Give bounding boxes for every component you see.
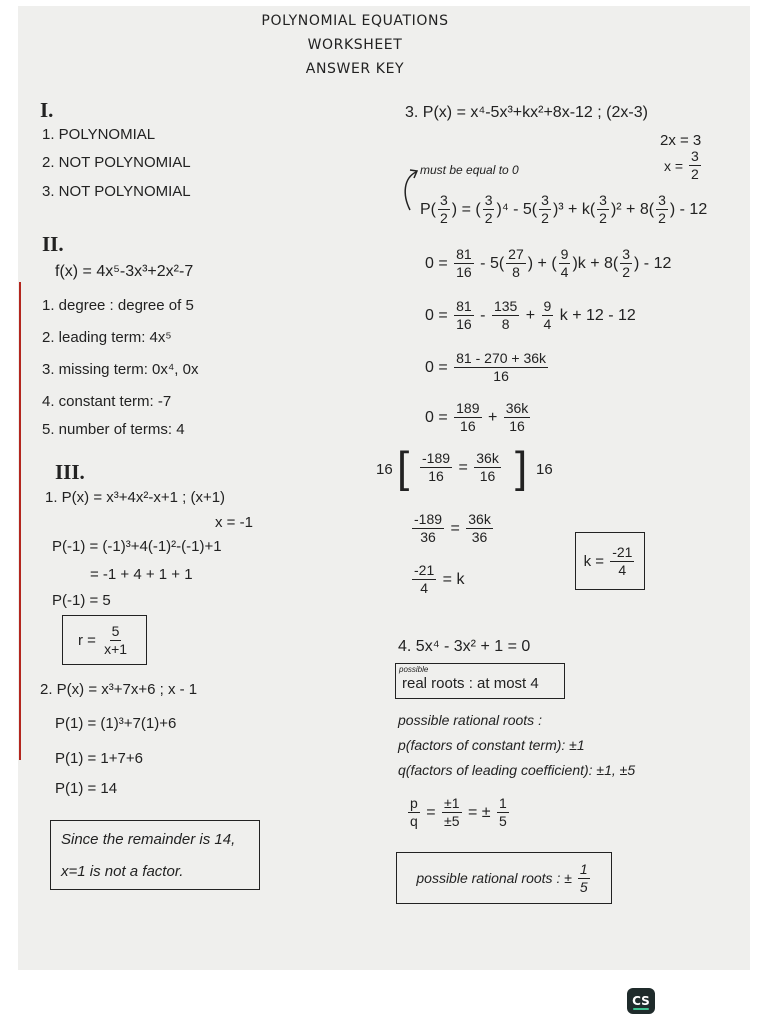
fraction-denominator: 16 <box>460 418 476 434</box>
q3-step <box>410 562 464 597</box>
expression-text: ) - 12 <box>634 254 672 272</box>
fraction <box>454 350 548 385</box>
fraction-denominator: 5 <box>579 878 588 895</box>
fraction <box>620 246 632 281</box>
expression-text: 0 = <box>425 408 453 426</box>
fraction-denominator: q <box>410 813 418 829</box>
fraction-denominator: 36 <box>420 529 436 545</box>
fraction-denominator: 4 <box>420 580 429 596</box>
fraction-denominator: 2 <box>599 210 607 226</box>
fraction-numerator: 81 - 270 + 36k <box>456 350 547 366</box>
q3-root <box>664 148 703 183</box>
fraction-numerator: 1 <box>579 860 588 877</box>
fraction <box>474 450 501 485</box>
expression-text: = <box>454 458 473 476</box>
q1-answer-box <box>62 615 147 665</box>
fraction-denominator: 8 <box>501 316 510 332</box>
fraction <box>483 192 495 227</box>
fraction-numerator: 36k <box>505 400 529 416</box>
fraction-numerator: 3 <box>658 192 666 208</box>
fraction-denominator: 2 <box>690 166 699 182</box>
q2-answer-line: Since the remainder is 14, <box>61 831 236 848</box>
part3-heading: III. <box>55 460 85 484</box>
expression-text: ) + ( <box>527 254 557 272</box>
fraction <box>689 148 701 183</box>
fraction-numerator: 3 <box>440 192 448 208</box>
q4-answer <box>416 861 591 896</box>
expression-text: k + 12 - 12 <box>555 306 636 324</box>
q4-given: 4. 5x⁴ - 3x² + 1 = 0 <box>398 638 531 655</box>
fraction-numerator: 1 <box>498 795 507 811</box>
q2-given: 2. P(x) = x³+7x+6 ; x - 1 <box>40 681 198 698</box>
fraction-numerator: 3 <box>541 192 549 208</box>
expression-text: - <box>475 306 490 324</box>
q4-q-line: q(factors of leading coefficient): ±1, ±5 <box>398 762 636 778</box>
fraction-numerator: 135 <box>493 298 518 314</box>
expression-text: + <box>521 306 540 324</box>
fraction-numerator: 3 <box>690 148 699 164</box>
q1-given: 1. P(x) = x³+4x²-x+1 ; (x+1) <box>45 489 226 506</box>
expression-text: )⁴ - 5( <box>496 200 538 218</box>
fraction-numerator: 3 <box>599 192 607 208</box>
fraction-denominator: 16 <box>456 316 472 332</box>
part2-item: 3. missing term: 0x⁴, 0x <box>42 361 199 378</box>
part2-item: 4. constant term: -7 <box>42 393 172 410</box>
expression-text: 0 = <box>425 306 453 324</box>
fraction <box>454 298 474 333</box>
fraction <box>438 192 450 227</box>
q4-real-roots-box <box>395 663 565 699</box>
q4-ratio <box>406 795 511 830</box>
fraction-numerator: 81 <box>456 298 472 314</box>
curved-arrow-icon <box>400 166 422 214</box>
fraction-numerator: -189 <box>422 450 451 466</box>
part2-item: 1. degree : degree of 5 <box>42 297 194 314</box>
expression-text: 0 = <box>425 358 453 376</box>
q1-step: P(-1) = (-1)³+4(-1)²-(-1)+1 <box>52 538 222 555</box>
fraction <box>610 544 634 579</box>
fraction <box>506 246 526 281</box>
part1-item: 2. NOT POLYNOMIAL <box>42 154 191 171</box>
fraction <box>442 795 461 830</box>
fraction-numerator: 36k <box>468 511 491 527</box>
q3-answer <box>584 544 637 579</box>
q1-root: x = -1 <box>215 514 253 531</box>
fraction <box>559 246 571 281</box>
expression-text: = <box>421 803 441 821</box>
q3-bracket-inner <box>418 450 503 485</box>
expression-text: )² + 8( <box>610 200 655 218</box>
fraction-numerator: -21 <box>612 543 633 560</box>
q3-step <box>425 298 636 333</box>
fraction-denominator: ±5 <box>444 813 460 829</box>
fraction <box>454 400 481 435</box>
q3-step <box>410 511 495 546</box>
q3-step <box>425 400 532 435</box>
part2-function: f(x) = 4x⁵-3x³+2x²-7 <box>55 263 194 280</box>
fraction-denominator: 4 <box>543 316 552 332</box>
fraction-numerator: -189 <box>414 511 443 527</box>
q4-real-roots: real roots : at most 4 <box>402 675 539 692</box>
expression-text: ) - 12 <box>669 200 708 218</box>
fraction <box>492 298 519 333</box>
q2-step: P(1) = (1)³+7(1)+6 <box>55 715 177 732</box>
answer-key-label: ANSWER KEY <box>305 61 405 77</box>
expression-text: )³ + k( <box>552 200 596 218</box>
fraction <box>408 795 420 830</box>
fraction-numerator: p <box>410 795 418 811</box>
camscanner-logo: CS <box>627 988 655 1014</box>
q4-real-roots-note: possible <box>399 665 429 674</box>
fraction <box>597 192 609 227</box>
fraction-denominator: 4 <box>560 264 569 280</box>
expression-text: 0 = <box>425 254 453 272</box>
part1-item: 1. POLYNOMIAL <box>42 126 156 143</box>
expression-text: r = <box>77 631 101 649</box>
fraction-denominator: 16 <box>456 264 472 280</box>
part2-item: 2. leading term: 4x⁵ <box>42 329 172 346</box>
q2-step: P(1) = 14 <box>55 780 118 797</box>
fraction <box>542 298 554 333</box>
fraction <box>454 246 474 281</box>
fraction-denominator: 16 <box>509 418 525 434</box>
fraction <box>578 861 590 896</box>
q3-step <box>425 246 671 281</box>
expression-text: P( <box>420 200 436 218</box>
fraction <box>412 562 436 597</box>
q3-bracket-open: [ <box>397 443 410 492</box>
q3-step <box>425 350 550 385</box>
fraction-denominator: 2 <box>440 210 448 226</box>
red-margin-line <box>19 282 21 760</box>
fraction <box>466 511 493 546</box>
fraction-numerator: -21 <box>414 562 435 578</box>
q3-bracket-close: ] <box>515 443 528 492</box>
q1-step: = -1 + 4 + 1 + 1 <box>90 566 193 583</box>
q3-answer-box <box>575 532 645 590</box>
fraction-denominator: 8 <box>512 264 520 280</box>
fraction-numerator: 3 <box>484 192 493 208</box>
expression-text: k = <box>583 552 609 570</box>
fraction-denominator: 16 <box>479 468 496 484</box>
part1-item: 3. NOT POLYNOMIAL <box>42 183 191 200</box>
q4-rational-heading: possible rational roots : <box>398 712 542 728</box>
fraction-numerator: 9 <box>560 246 569 262</box>
expression-text: possible rational roots : ± <box>416 870 576 886</box>
fraction-denominator: 2 <box>622 264 631 280</box>
q3-root-step: 2x = 3 <box>660 132 702 149</box>
expression-text: + <box>483 408 502 426</box>
fraction-denominator: 4 <box>618 561 627 578</box>
worksheet-title: POLYNOMIAL EQUATIONS <box>261 13 449 29</box>
q3-given: 3. P(x) = x⁴-5x³+kx²+8x-12 ; (2x-3) <box>405 104 648 121</box>
expression-text: = k <box>438 570 465 588</box>
fraction-numerator: 81 <box>456 246 472 262</box>
q4-p-line: p(factors of constant term): ±1 <box>398 737 585 753</box>
q3-step <box>420 192 707 227</box>
fraction-denominator: 16 <box>428 468 444 484</box>
q1-step: P(-1) = 5 <box>52 592 111 609</box>
fraction-numerator: 9 <box>543 298 552 314</box>
expression-text: )k + 8( <box>572 254 619 272</box>
fraction-numerator: 189 <box>456 400 480 416</box>
q4-answer-box <box>396 852 612 904</box>
fraction-numerator: 5 <box>111 622 120 639</box>
fraction-denominator: 16 <box>493 368 509 384</box>
fraction <box>656 192 668 227</box>
fraction-denominator: 2 <box>658 210 666 226</box>
q2-answer-box <box>50 820 260 890</box>
expression-text: ) = ( <box>451 200 481 218</box>
fraction-denominator: x+1 <box>104 640 128 657</box>
fraction <box>539 192 551 227</box>
part1-heading: I. <box>40 98 54 122</box>
fraction-denominator: 2 <box>541 210 549 226</box>
fraction-denominator: 2 <box>484 210 493 226</box>
part2-item: 5. number of terms: 4 <box>42 421 185 438</box>
part2-heading: II. <box>42 232 64 256</box>
fraction <box>504 400 531 435</box>
q3-multiplier-right: 16 <box>536 461 553 478</box>
expression-text: = <box>446 519 465 537</box>
fraction-numerator: 36k <box>476 450 499 466</box>
fraction-numerator: 27 <box>508 246 524 262</box>
fraction-denominator: 36 <box>471 529 488 545</box>
fraction <box>412 511 444 546</box>
expression-text: = ± <box>463 803 495 821</box>
worksheet-subtitle: WORKSHEET <box>307 37 403 53</box>
fraction <box>497 795 509 830</box>
fraction-numerator: 3 <box>622 246 631 262</box>
q2-answer-line: x=1 is not a factor. <box>61 863 184 880</box>
expression-text: x = <box>664 157 687 174</box>
q3-note: must be equal to 0 <box>420 163 519 177</box>
q3-multiplier-left: 16 <box>376 461 393 478</box>
fraction <box>420 450 452 485</box>
expression-text: - 5( <box>475 254 505 272</box>
fraction-numerator: ±1 <box>444 795 460 811</box>
fraction <box>102 623 129 658</box>
q2-step: P(1) = 1+7+6 <box>55 750 143 767</box>
q1-answer <box>78 623 131 658</box>
fraction-denominator: 5 <box>498 813 507 829</box>
